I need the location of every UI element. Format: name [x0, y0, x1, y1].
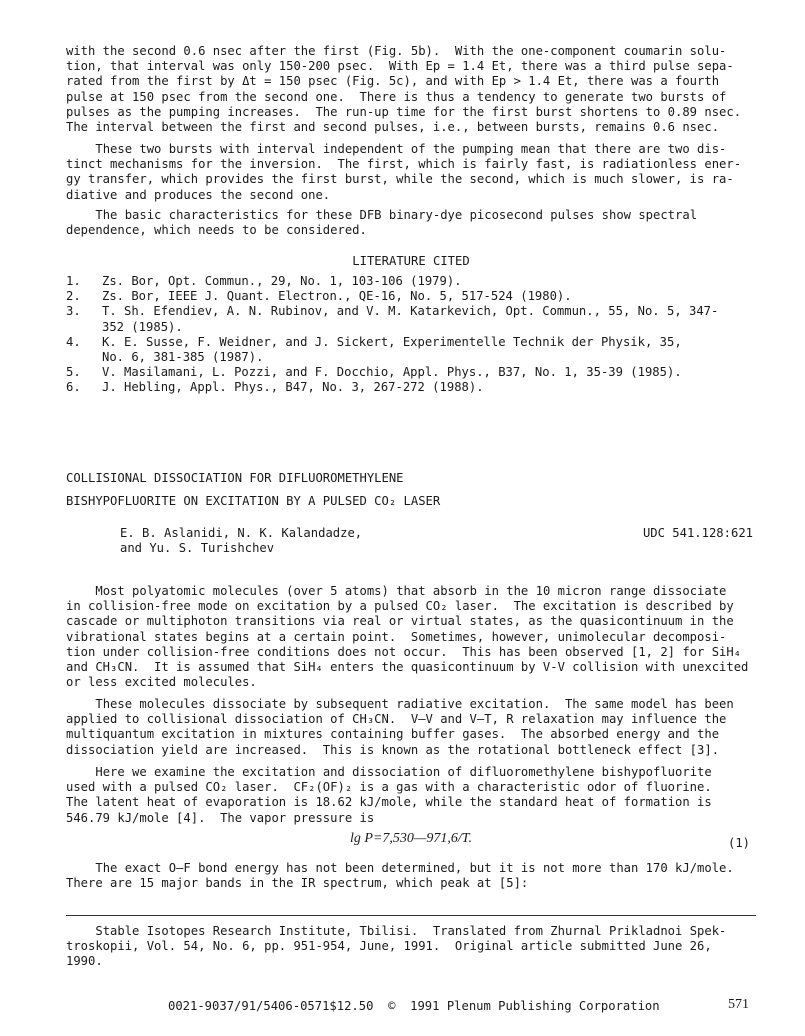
reference-item: [66, 365, 756, 380]
article-paragraph-2: These molecules dissociate by subsequent radiative excitation. The same model has been applied to collisional dissociation of CH₃CN. V—V and V—T, R relaxation may influence the multiquantum excitation in mixtures containing buffer gases. The absorbed energy and the dissociation yield are increased. This is known as the rotational bottleneck effect [3].: [66, 697, 734, 757]
reference-text: Zs. Bor, Opt. Commun., 29, No. 1, 103-106 (1979).: [102, 274, 462, 288]
article-paragraph-1: Most polyatomic molecules (over 5 atoms) that absorb in the 10 micron range dissociate in collision-free mode on excitation by a pulsed CO₂ laser. The excitation is described by cascade or multiphoton transitions via real or virtual states, as the quasicontinuum in the vibrational states begins at a certain point. Sometimes, however, unimolecular decomposi- tion under collision-free conditions does not occur. This has been observed [1, 2] for SiH₄ and CH₃CN. It is assumed that SiH₄ enters the quasicontinuum by V-V collision with unexcited or less excited molecules.: [66, 584, 749, 690]
reference-text: K. E. Susse, F. Weidner, and J. Sickert, Experimentelle Technik der Physik, 35, No. 6, 381-385 (1987).: [102, 334, 682, 365]
reference-number: 2.: [66, 289, 81, 304]
reference-list: [66, 274, 756, 396]
reference-text: V. Masilamani, L. Pozzi, and F. Docchio, Appl. Phys., B37, No. 1, 35-39 (1985).: [102, 365, 682, 380]
reference-number: 4.: [66, 334, 81, 349]
footnote-divider: [66, 915, 756, 916]
authors-line-2: and Yu. S. Turishchev: [120, 541, 275, 555]
article-title-line-1: COLLISIONAL DISSOCIATION FOR DIFLUOROMETHYLENE: [66, 471, 404, 485]
continuation-paragraph-1: with the second 0.6 nsec after the first (Fig. 5b). With the one-component coumarin solu- tion, that interval was only 150-200 psec. With Ep = 1.4 Et, there was a third pulse sepa- rated from the first by Δt = 150 psec (Fig. 5c), and with Ep > 1.4 Et, there was a fourth pulse at 150 psec from the second one. There is thus a tendency to generate two bursts of pulses as the pumping increases. The run-up time for the first burst shortens to 0.89 nsec. The interval between the first and second pulses, i.e., between bursts, remains 0.6 nsec.: [66, 44, 742, 135]
reference-item: [66, 289, 756, 304]
authors-line-1: E. B. Aslanidi, N. K. Kalandadze,: [120, 526, 363, 540]
article-title-line-2: BISHYPOFLUORITE ON EXCITATION BY A PULSED CO₂ LASER: [66, 494, 441, 508]
reference-text: T. Sh. Efendiev, A. N. Rubinov, and V. M. Katarkevich, Opt. Commun., 55, No. 5, 347- 352 (1985).: [102, 304, 719, 334]
reference-number: 3.: [66, 304, 81, 319]
reference-text: Zs. Bor, IEEE J. Quant. Electron., QE-16, No. 5, 517-524 (1980).: [102, 289, 572, 304]
page-number: 571: [728, 997, 749, 1012]
article-paragraph-4: The exact O—F bond energy has not been determined, but it is not more than 170 kJ/mole. There are 15 major bands in the IR spectrum, which peak at [5]:: [66, 861, 734, 891]
reference-text: J. Hebling, Appl. Phys., B47, No. 3, 267-272 (1988).: [102, 380, 484, 395]
reference-item: [66, 335, 756, 365]
continuation-paragraph-2: These two bursts with interval independent of the pumping mean that there are two dis- tinct mechanisms for the inversion. The first, which is fairly fast, is radiationless ener- gy transfer, which provides the first burst, while the second, which is much slower, is ra- diative and produces the second one.: [66, 142, 742, 202]
copyright-line: 0021-9037/91/5406-0571$12.50 © 1991 Plenum Publishing Corporation: [168, 999, 660, 1013]
reference-number: 6.: [66, 380, 81, 395]
footnote-affiliation: Stable Isotopes Research Institute, Tbilisi. Translated from Zhurnal Prikladnoi Spek- troskopii, Vol. 54, No. 6, pp. 951-954, June, 1991. Original article submitted June 26, 1990.: [66, 924, 727, 969]
reference-item: [66, 380, 756, 395]
equation-number: (1): [727, 836, 750, 850]
continuation-paragraph-3: The basic characteristics for these DFB binary-dye picosecond pulses show spectral dependence, which needs to be considered.: [66, 208, 698, 238]
reference-item: [66, 304, 756, 334]
reference-number: 5.: [66, 365, 81, 380]
literature-heading: LITERATURE CITED: [352, 254, 470, 268]
vapor-pressure-formula: lg P=7,530—971,6/T.: [350, 831, 472, 846]
reference-item: [66, 274, 756, 289]
reference-number: 1.: [66, 274, 81, 288]
article-paragraph-3: Here we examine the excitation and dissociation of difluoromethylene bishypofluorite used with a pulsed CO₂ laser. CF₂(OF)₂ is a gas with a characteristic odor of fluorine. The latent heat of evaporation is 18.62 kJ/mole, while the standard heat of formation is 546.79 kJ/mole [4]. The vapor pressure is: [66, 765, 712, 825]
udc-classification: UDC 541.128:621: [642, 526, 753, 540]
